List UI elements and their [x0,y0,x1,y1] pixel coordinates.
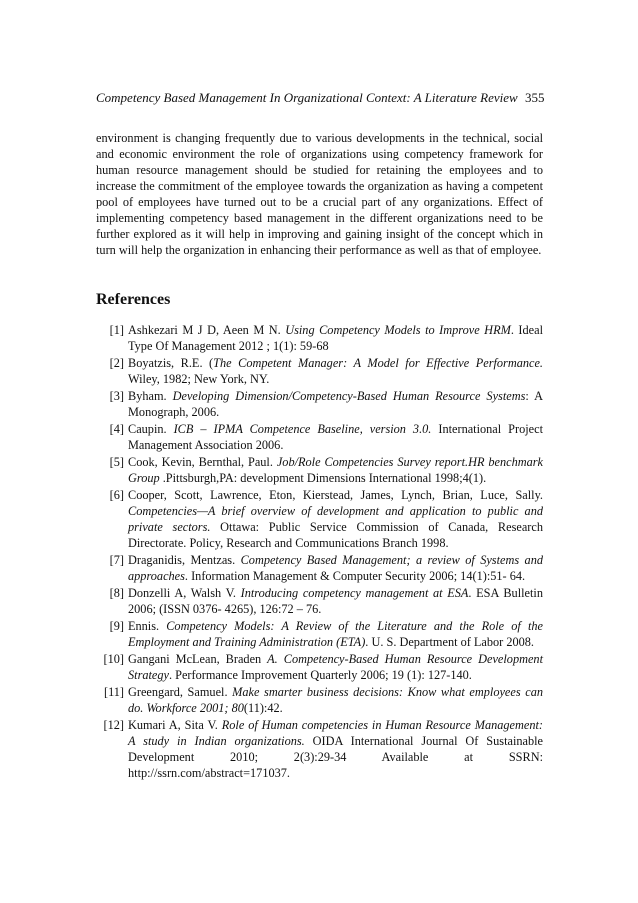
reference-item [96,421,543,453]
reference-text: . Ideal Type Of Management 2012 ; 1(1): 59-68 [128,323,543,353]
reference-title: Competencies—A brief overview of development and application to public and private sectors. [128,504,543,534]
reference-text: Wiley, 1982; New York, NY. [128,372,270,386]
reference-item [96,355,543,387]
reference-text: Cook, Kevin, Bernthal, Paul. [128,455,277,469]
reference-text: Cooper, Scott, Lawrence, Eton, Kierstead, James, Lynch, Brian, Luce, Sally. [128,488,543,502]
reference-text: Ashkezari M J D, Aeen M N. [128,323,286,337]
reference-item [96,717,543,781]
reference-text: Donzelli A, Walsh V. [128,586,241,600]
body-paragraph: environment is changing frequently due to various developments in the technical, social and economic environment the role of organizations using competency framework for human resource management should be studied for retaining the employees and to increase the commitment of the employee towards the organization as having a competent pool of employees have turned out to be a crucial part of any organizations. Effect of implementing competency based management in the different organizations need to be further explored as it will help in improving and gaining insight of the concept which in turn will help the organization in enhancing their performance as well as that of employee. [96,131,543,257]
reference-text: (11):42. [243,701,283,715]
reference-item [96,322,543,354]
reference-text: Ottawa: Public Service Commission of Canada, Research Directorate. Policy, Research and Communications Branch 1998. [128,520,543,550]
reference-number: [11] [103,685,124,699]
reference-number: [5] [109,455,124,469]
reference-title: Make smarter business decisions: Know what employees can do. Workforce 2001; 80 [128,685,543,715]
running-title: Competency Based Management In Organizational Context: A Literature Review [96,90,518,105]
reference-item [96,651,543,683]
reference-text: Caupin. [128,422,174,436]
reference-number: [4] [109,422,124,436]
reference-text: Gangani McLean, Braden [128,652,268,666]
reference-number: [7] [109,553,124,567]
reference-text: Kumari A, Sita V. [128,718,222,732]
reference-item [96,684,543,716]
reference-text: Draganidis, Mentzas. [128,553,241,567]
reference-item [96,618,543,650]
reference-text: Boyatzis, R.E. ( [128,356,214,370]
reference-text: . Performance Improvement Quarterly 2006; 19 (1): 127-140. [168,668,472,682]
reference-text: . ESA Bulletin 2006; (ISSN 0376- 4265), 126:72 – 76. [128,586,543,616]
reference-number: [10] [103,652,124,666]
reference-text: . U. S. Department of Labor 2008. [365,635,535,649]
reference-number: [12] [103,718,124,732]
reference-number: [9] [109,619,124,633]
reference-text: .Pittsburgh,PA: development Dimensions International 1998;4(1). [159,471,487,485]
reference-text: OIDA International Journal Of Sustainable Development 2010; 2(3):29-34 Available at SSRN: http://ssrn.com/abstract=171037. [128,734,543,780]
reference-item [96,552,543,584]
page-number: 355 [524,90,545,105]
page [96,90,543,782]
reference-title: ICB – IPMA Competence Baseline, version 3.0. [173,422,432,436]
reference-text: Greengard, Samuel. [128,685,233,699]
reference-number: [2] [109,356,124,370]
reference-text: Ennis. [128,619,167,633]
reference-text: : A Monograph, 2006. [128,389,543,419]
reference-item [96,487,543,551]
reference-number: [1] [109,323,124,337]
reference-title: Using Competency Models to Improve HRM [285,323,511,337]
running-header [96,90,543,106]
reference-title: Competency Models: A Review of the Literature and the Role of the Employment and Training Administration (ETA) [128,619,543,649]
reference-list [96,322,543,781]
reference-item [96,585,543,617]
reference-title: The Competent Manager: A Model for Effective Performance. [213,356,544,370]
reference-item [96,454,543,486]
reference-title: Competency Based Management; a review of Systems and approaches [128,553,543,583]
reference-title: Introducing competency management at ESA [240,586,469,600]
reference-title: Role of Human competencies in Human Resource Management: A study in Indian organizations. [128,718,543,748]
reference-text: International Project Management Association 2006. [128,422,543,452]
reference-item [96,388,543,420]
reference-text: . Information Management & Computer Security 2006; 14(1):51- 64. [184,569,526,583]
reference-number: [8] [109,586,124,600]
reference-number: [3] [109,389,124,403]
reference-number: [6] [109,488,124,502]
reference-title: Job/Role Competencies Survey report.HR benchmark Group [128,455,544,485]
reference-text: Byham. [128,389,173,403]
reference-title: Developing Dimension/Competency-Based Human Resource Systems [172,389,526,403]
references-heading: References [96,291,171,308]
reference-title: A. Competency-Based Human Resource Development Strategy [128,652,543,682]
